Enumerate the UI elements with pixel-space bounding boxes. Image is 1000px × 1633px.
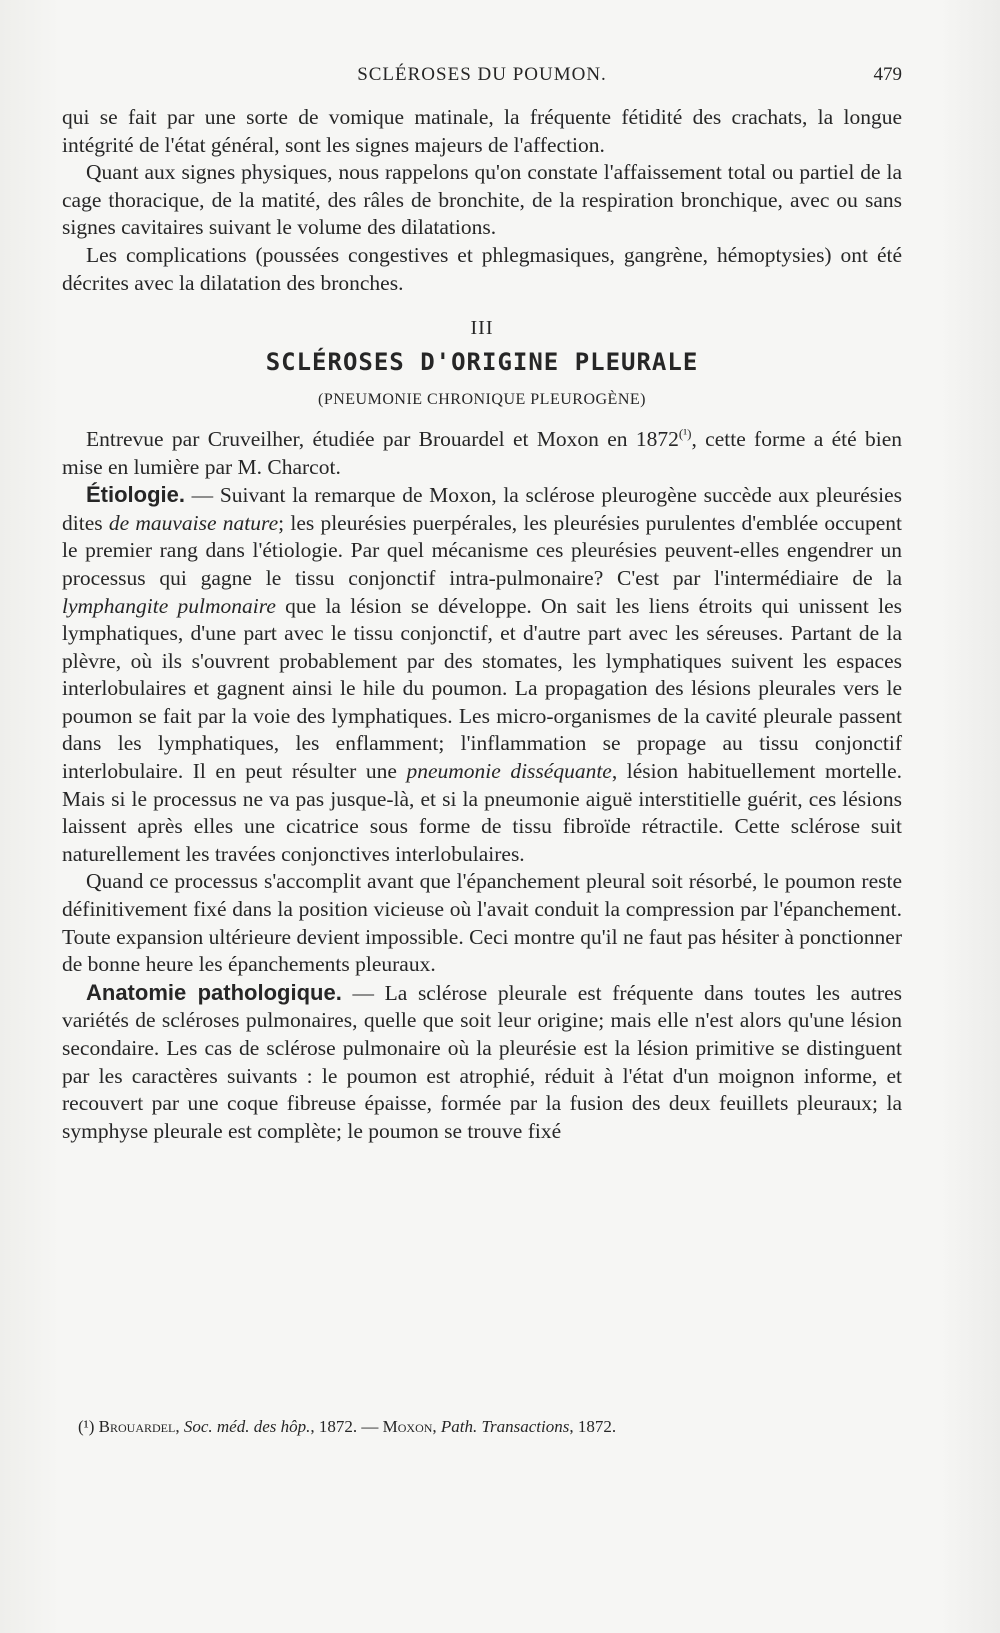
footnote-source-2: Path. Transactions (440, 1417, 570, 1436)
footnote-mark: (¹) (78, 1417, 95, 1436)
section-subtitle: (PNEUMONIE CHRONIQUE PLEUROGÈNE) (318, 391, 646, 409)
intro-text: Entrevue par Cruveilher, étudiée par Brouardel et Moxon en 1872 (86, 426, 679, 451)
etiologie-text-c: que la lésion se développe. On sait les liens étroits qui unissent les lymphatiques, d'une part avec le tissu conjonctif, et d'autre part avec les séreuses. Partant de la plèvre, où ils s'ouvrent probablement par des stomates, les lymphatiques suivent les espaces interlobulaires et gagnent ainsi le hile du poumon. La propagation des lésions pleurales vers le poumon se fait par la voie des lymphatiques. Les micro-organismes de la cavité pleurale passent dans les lymphatiques, les enflamment; l'inflammation se propage au tissu conjonctif interlobulaire. Il en peut résulter une (62, 593, 903, 784)
page-number: 479 (873, 64, 902, 85)
footnote-author-2: Moxon (382, 1417, 433, 1436)
body-text (62, 104, 902, 1145)
paragraph-anatomie (62, 979, 902, 1146)
paragraph-complications: Les complications (poussées congestives et phlegmasiques, gangrène, hémoptysies) ont été décrites avec la dilatation des bronches. (62, 242, 902, 295)
paragraph-physical-signs: Quant aux signes physiques, nous rappelons qu'on constate l'affaissement total ou partiel de la cage thoracique, de la matité, des râles de bronchite, de la respiration bronchique, avec ou sans signes cavitaires suivant le volume des dilatations. (62, 160, 902, 240)
section-number: III (470, 317, 494, 340)
etiologie-emphasis-1: de mauvaise nature (108, 510, 279, 535)
running-head: SCLÉROSES DU POUMON. (357, 64, 607, 85)
etiologie-text-d: , lésion habituellement mortelle. Mais si le processus ne va pas jusque-là, et si la pneumonie aiguë interstitielle guérit, ces lésions laissent après elles une cicatrice sous forme de tissu fibroïde rétractile. Cette sclérose suit naturellement les travées conjonctives interlobulaires. (62, 759, 902, 866)
etiologie-emphasis-3: pneumonie disséquante (406, 759, 612, 784)
footnote-year-2: , 1872. (569, 1417, 617, 1436)
anatomie-heading: Anatomie pathologique. (86, 979, 342, 1005)
footnote-author-1: Brouardel (98, 1417, 176, 1436)
intro-text-after: , cette forme a été bien mise en lumière par M. Charcot. (62, 426, 902, 479)
paragraph-intro (62, 426, 902, 481)
etiologie-heading: Étiologie. (86, 482, 185, 508)
etiologie-text-b: ; les pleurésies puerpérales, les pleurésies purulentes d'emblée occupent le premier rang dans l'étiologie. Par quel mécanisme ces pleurésies peuvent-elles engendrer un processus qui gagne le tissu conjonctif intra-pulmonaire? C'est par l'intermédiaire de la (62, 510, 902, 590)
etiologie-text-a: — Suivant la remarque de Moxon, la sclérose pleurogène succède aux pleurésies dites (62, 483, 902, 535)
footnote-reference[interactable]: (¹) (678, 425, 692, 441)
anatomie-text: — La sclérose pleurale est fréquente dans toutes les autres variétés de scléroses pulmonaires, quelle que soit leur origine; mais elle n'est alors qu'une lésion secondaire. Les cas de sclérose pulmonaire où la pleurésie est la lésion primitive se distinguent par les caractères suivants : le poumon est atrophié, réduit à l'état d'un moignon informe, et recouvert par une coque fibreuse épaisse, formée par la fusion des deux feuillets pleuraux; la symphyse pleurale est complète; le poumon se trouve fixé (62, 980, 902, 1143)
paragraph-continued: qui se fait par une sorte de vomique matinale, la fréquente fétidité des crachats, la longue intégrité de l'état général, sont les signes majeurs de l'affection. (62, 105, 902, 157)
page-header (62, 64, 902, 94)
section-title: SCLÉROSES D'ORIGINE PLEURALE (265, 347, 699, 376)
footnote-year-1: , 1872. — (310, 1417, 383, 1436)
paragraph-etiologie (62, 481, 902, 868)
footnote-source-1: Soc. méd. des hôp. (183, 1417, 311, 1436)
footnote: (¹) Brouardel, Soc. méd. des hôp., 1872. — Moxon, Path. Transactions, 1872. (78, 1417, 617, 1436)
etiologie-emphasis-2: lymphangite pulmonaire (62, 593, 276, 618)
paragraph-epanchement: Quand ce processus s'accomplit avant que l'épanchement pleural soit résorbé, le poumon reste définitivement fixé dans la position vicieuse où l'avait conduit la compression par l'épanchement. Toute expansion ultérieure devient impossible. Ceci montre qu'il ne faut pas hésiter à ponctionner de bonne heure les épanchements pleuraux. (62, 869, 902, 977)
